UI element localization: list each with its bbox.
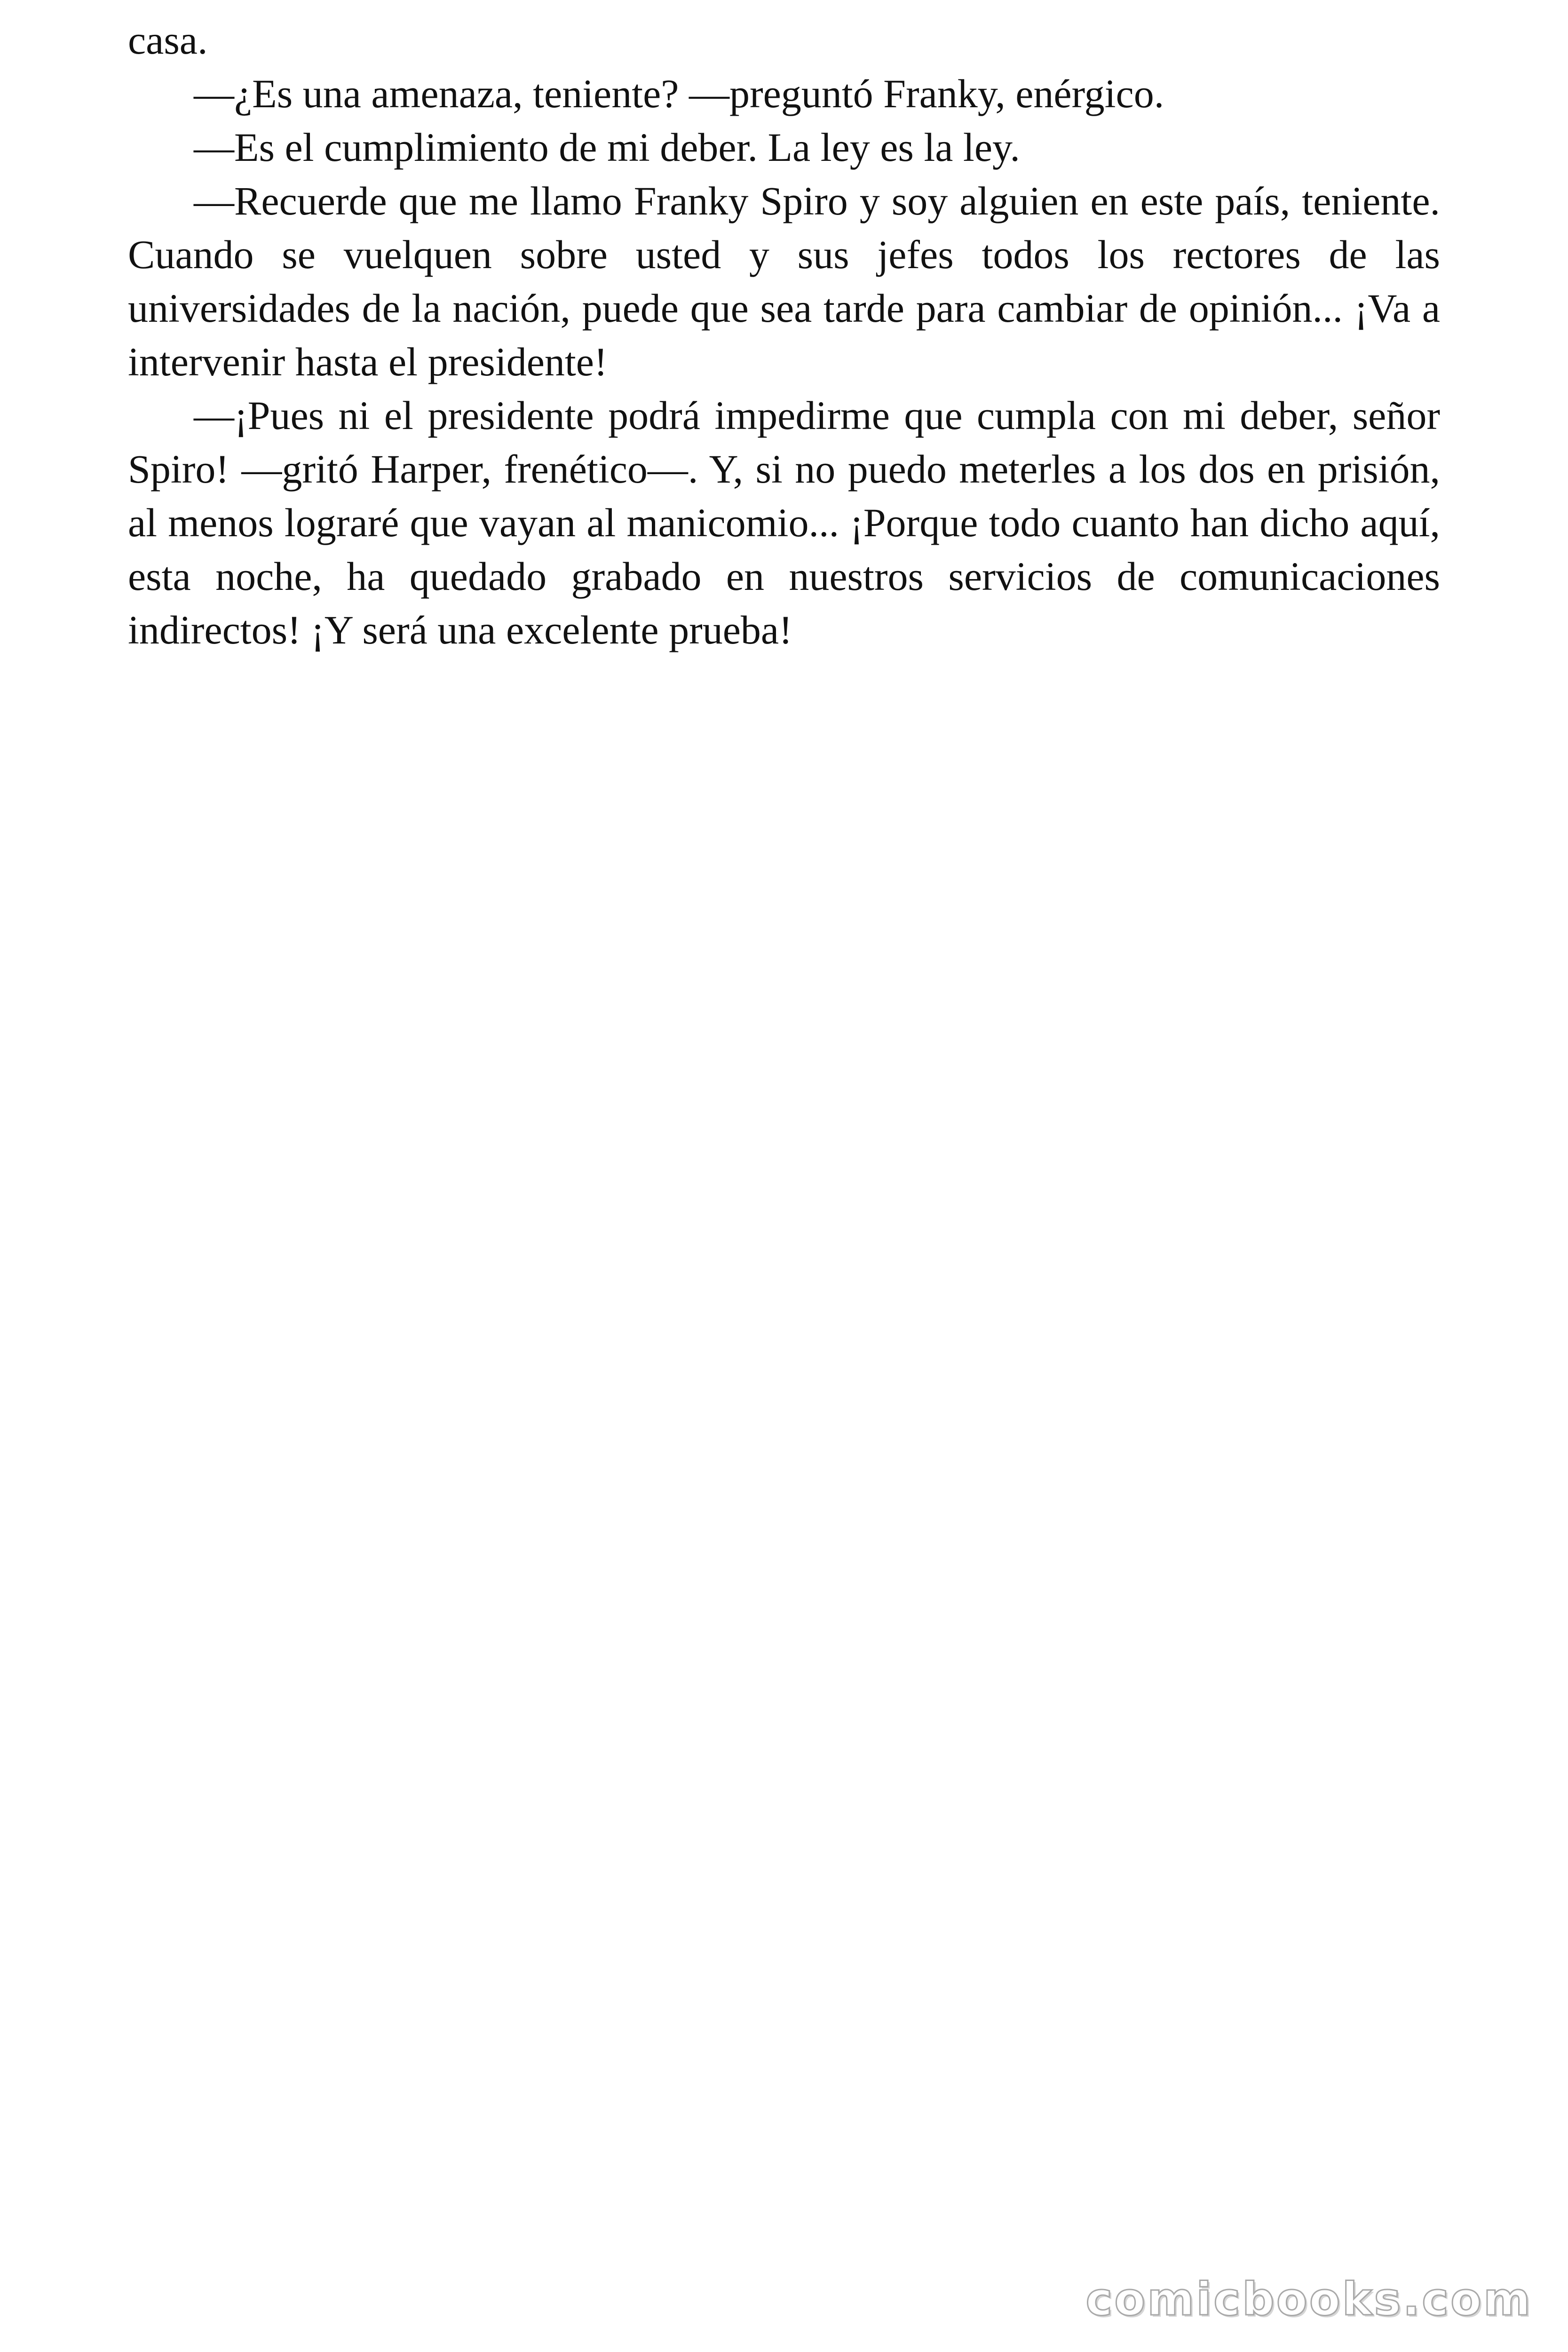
paragraph: casa. bbox=[128, 17, 208, 63]
body-text bbox=[128, 13, 1440, 657]
paragraph: —¡Pues ni el presidente podrá impedirme que cumpla con mi deber, señor Spiro! —gritó Harper, frenético—. Y, si no puedo meterles a los dos en prisión, al menos lograré que vayan al manicomio... ¡Porque todo cuanto han dicho aquí, esta noche, ha quedado grabado en nuestros servicios de comunicaciones indirectos! ¡Y será una excelente prueba! bbox=[128, 393, 1440, 652]
paragraph: —¿Es una amenaza, teniente? —preguntó Franky, enérgico. bbox=[194, 71, 1164, 116]
paragraph: —Es el cumplimiento de mi deber. La ley es la ley. bbox=[194, 125, 1020, 170]
paragraph: —Recuerde que me llamo Franky Spiro y soy alguien en este país, teniente. Cuando se vuelquen sobre usted y sus jefes todos los rectores de las universidades de la nación, puede que sea tarde para cambiar de opinión... ¡Va a intervenir hasta el presidente! bbox=[128, 178, 1440, 384]
watermark: comicbooks.com bbox=[1085, 2273, 1532, 2326]
